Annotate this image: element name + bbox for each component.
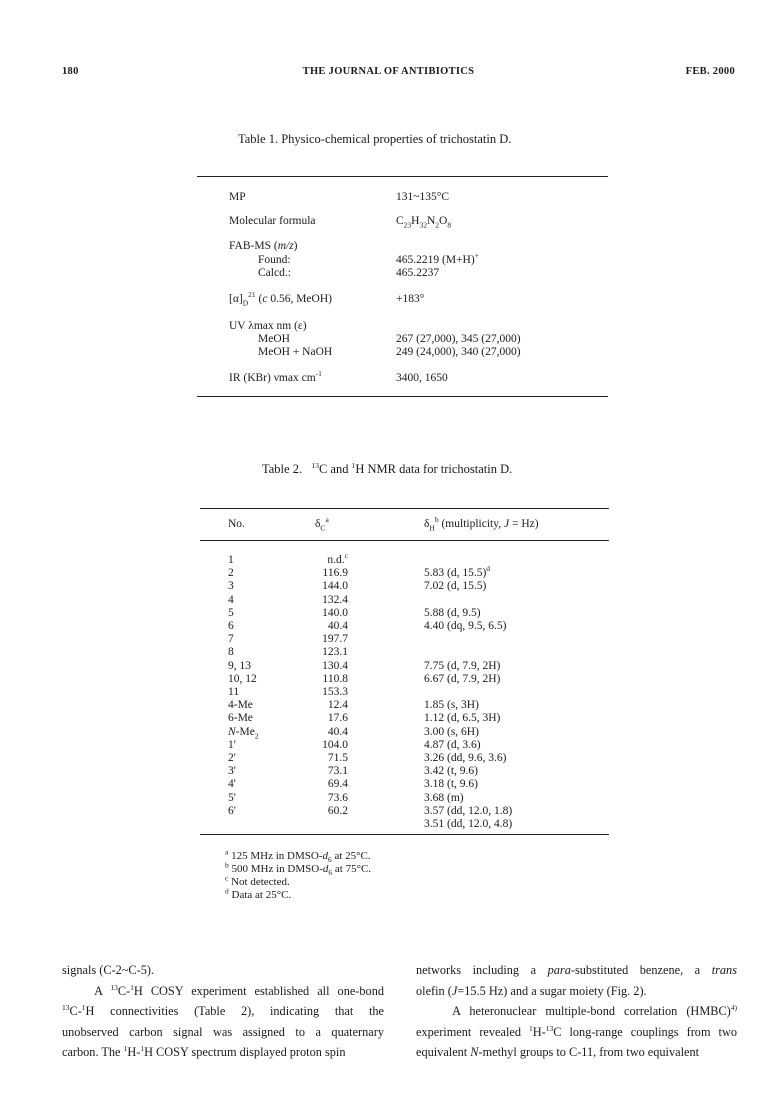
- table2-bottom-rule: [200, 834, 609, 835]
- nmr-proton-shift: 3.00 (s, 6H): [424, 726, 479, 738]
- body-text-line: signals (C-2~C-5).: [62, 963, 155, 977]
- nmr-carbon-shift: 116.9: [322, 567, 348, 579]
- nmr-position: 11: [228, 686, 240, 698]
- nmr-position: 10, 12: [228, 673, 257, 685]
- body-text-line: experiment revealed $^1$H-$^{13}$C long-range couplings from two: [416, 1023, 737, 1039]
- nmr-proton-shift: 5.88 (d, 9.5): [424, 607, 481, 619]
- table1-row-value: 465.2219 (M+H)+: [396, 251, 479, 266]
- nmr-position: 4: [228, 594, 234, 606]
- table2-header-h: $\delta_H^b$ (multiplicity, J = Hz): [424, 515, 539, 533]
- nmr-proton-shift: 3.51 (dd, 12.0, 4.8): [424, 818, 513, 830]
- nmr-carbon-shift: 69.4: [327, 778, 348, 790]
- body-text-line: A heteronuclear multiple-bond correlation (HMBC)$^{4)}$: [416, 1002, 737, 1018]
- nmr-carbon-shift: 12.4: [327, 699, 348, 711]
- nmr-position: 4-Me: [228, 699, 253, 711]
- table1-row-value: 249 (24,000), 340 (27,000): [396, 346, 521, 358]
- table1-row-label: MP: [229, 191, 246, 203]
- nmr-carbon-shift: 73.6: [327, 792, 348, 804]
- body-text-line: $^{13}$C-$^1$H connectivities (Table 2), indicating that the: [62, 1002, 384, 1018]
- nmr-proton-shift: 7.02 (d, 15.5): [424, 580, 487, 592]
- table1-row-label: Molecular formula: [229, 215, 316, 227]
- body-text-line: A $^{13}$C-$^1$H COSY experiment established all one-bond: [62, 982, 384, 998]
- nmr-proton-shift: 4.87 (d, 3.6): [424, 739, 481, 751]
- table2-header-c: $\delta_C^a$: [315, 515, 329, 533]
- nmr-position: 1: [228, 554, 234, 566]
- nmr-position: 6: [228, 620, 234, 632]
- nmr-carbon-shift: 144.0: [322, 580, 348, 592]
- body-text-line: equivalent N-methyl groups to C-11, from two equivalent: [416, 1045, 700, 1059]
- table2-footnote: $^d$ Data at 25°C.: [225, 886, 292, 901]
- body-text-line: networks including a para-substituted benzene, a trans: [416, 963, 737, 977]
- nmr-proton-shift: 3.42 (t, 9.6): [424, 765, 478, 777]
- nmr-carbon-shift: n.d.$^c$: [327, 551, 348, 566]
- nmr-carbon-shift: 123.1: [322, 646, 348, 658]
- nmr-proton-shift: 1.12 (d, 6.5, 3H): [424, 712, 501, 724]
- body-text-line: olefin (J=15.5 Hz) and a sugar moiety (Fig. 2).: [416, 983, 647, 998]
- table1-row-label: MeOH + NaOH: [258, 346, 333, 358]
- nmr-position: 5: [228, 607, 234, 619]
- table1-top-rule: [197, 176, 608, 177]
- nmr-position: 6': [228, 805, 236, 817]
- table1-row-value: 465.2237: [396, 267, 440, 279]
- nmr-proton-shift: 4.40 (dq, 9.5, 6.5): [424, 620, 507, 632]
- nmr-carbon-shift: 197.7: [322, 633, 348, 645]
- table1-row-value: 267 (27,000), 345 (27,000): [396, 333, 521, 345]
- table1-row-label: FAB-MS (m/z): [229, 240, 298, 252]
- table2-header-rule: [200, 540, 609, 541]
- nmr-position: 8: [228, 646, 234, 658]
- page-number: 180: [62, 66, 79, 77]
- nmr-carbon-shift: 40.4: [327, 620, 348, 632]
- nmr-position: 9, 13: [228, 660, 251, 672]
- journal-title: THE JOURNAL OF ANTIBIOTICS: [302, 66, 475, 77]
- nmr-position: 7: [228, 633, 234, 645]
- table1-row-label: $[\alpha]_D^{21}$ (c 0.56, MeOH): [229, 290, 332, 308]
- table1-row-value: 131~135°C: [396, 191, 449, 203]
- nmr-position: 6-Me: [228, 712, 253, 724]
- nmr-proton-shift: 3.68 (m): [424, 792, 464, 804]
- nmr-position: 1': [228, 739, 236, 751]
- nmr-position: 3: [228, 580, 234, 592]
- nmr-position: $N-Me_2$: [228, 726, 259, 741]
- table2-top-rule: [200, 508, 609, 509]
- body-text-line: carbon. The $^1$H-$^1$H COSY spectrum displayed proton spin: [62, 1043, 346, 1059]
- nmr-proton-shift: 3.57 (dd, 12.0, 1.8): [424, 805, 513, 817]
- nmr-carbon-shift: 17.6: [327, 712, 348, 724]
- table1-row-label: Calcd.:: [258, 267, 291, 279]
- issue-date: FEB. 2000: [685, 66, 735, 77]
- nmr-proton-shift: 3.26 (dd, 9.6, 3.6): [424, 752, 507, 764]
- body-text-line: unobserved carbon signal was assigned to a quaternary: [62, 1024, 384, 1039]
- nmr-carbon-shift: 60.2: [327, 805, 348, 817]
- table2-header-no: No.: [228, 518, 245, 530]
- body-left-column: [62, 960, 384, 1063]
- nmr-carbon-shift: 132.4: [322, 594, 348, 606]
- nmr-proton-shift: 3.18 (t, 9.6): [424, 778, 478, 790]
- table1-row-label: UV λmax nm (ε): [229, 320, 307, 332]
- table1-row-value: 3400, 1650: [396, 372, 448, 384]
- nmr-carbon-shift: 71.5: [327, 752, 348, 764]
- nmr-proton-shift: 1.85 (s, 3H): [424, 699, 479, 711]
- nmr-proton-shift: 5.83 (d, 15.5)$^d$: [424, 564, 491, 579]
- nmr-proton-shift: 7.75 (d, 7.9, 2H): [424, 660, 501, 672]
- table2-footnote: $^c$ Not detected.: [225, 873, 290, 888]
- nmr-carbon-shift: 40.4: [327, 726, 348, 738]
- table1-row-label: MeOH: [258, 333, 290, 345]
- table1-row-value: $C_{23}H_{32}N_2O_8$: [396, 215, 452, 230]
- nmr-carbon-shift: 153.3: [322, 686, 348, 698]
- nmr-carbon-shift: 140.0: [322, 607, 348, 619]
- table1-row-label: IR (KBr) νmax $cm^{-1}$: [229, 369, 322, 384]
- table2-footnote: $^b$ 500 MHz in DMSO-$d_6$ at 75°C.: [225, 860, 372, 878]
- nmr-carbon-shift: 130.4: [322, 660, 348, 672]
- body-right-column: [416, 960, 737, 1063]
- table2-footnote: $^a$ 125 MHz in DMSO-$d_6$ at 25°C.: [225, 847, 371, 865]
- table1-bottom-rule: [197, 396, 608, 397]
- table1-row-label: Found:: [258, 254, 291, 266]
- nmr-position: 2: [228, 567, 234, 579]
- nmr-proton-shift: 6.67 (d, 7.9, 2H): [424, 673, 501, 685]
- table1-row-value: +183°: [396, 293, 425, 305]
- nmr-position: 3': [228, 765, 236, 777]
- nmr-carbon-shift: 73.1: [327, 765, 348, 777]
- nmr-carbon-shift: 104.0: [322, 739, 348, 751]
- table1-caption: Table 1. Physico-chemical properties of trichostatin D.: [238, 132, 512, 146]
- table2-caption: Table 2. $^{13}$C and $^1$H NMR data for trichostatin D.: [262, 460, 513, 476]
- nmr-position: 4': [228, 778, 236, 790]
- nmr-carbon-shift: 110.8: [322, 673, 348, 685]
- nmr-position: 5': [228, 792, 236, 804]
- nmr-position: 2': [228, 752, 236, 764]
